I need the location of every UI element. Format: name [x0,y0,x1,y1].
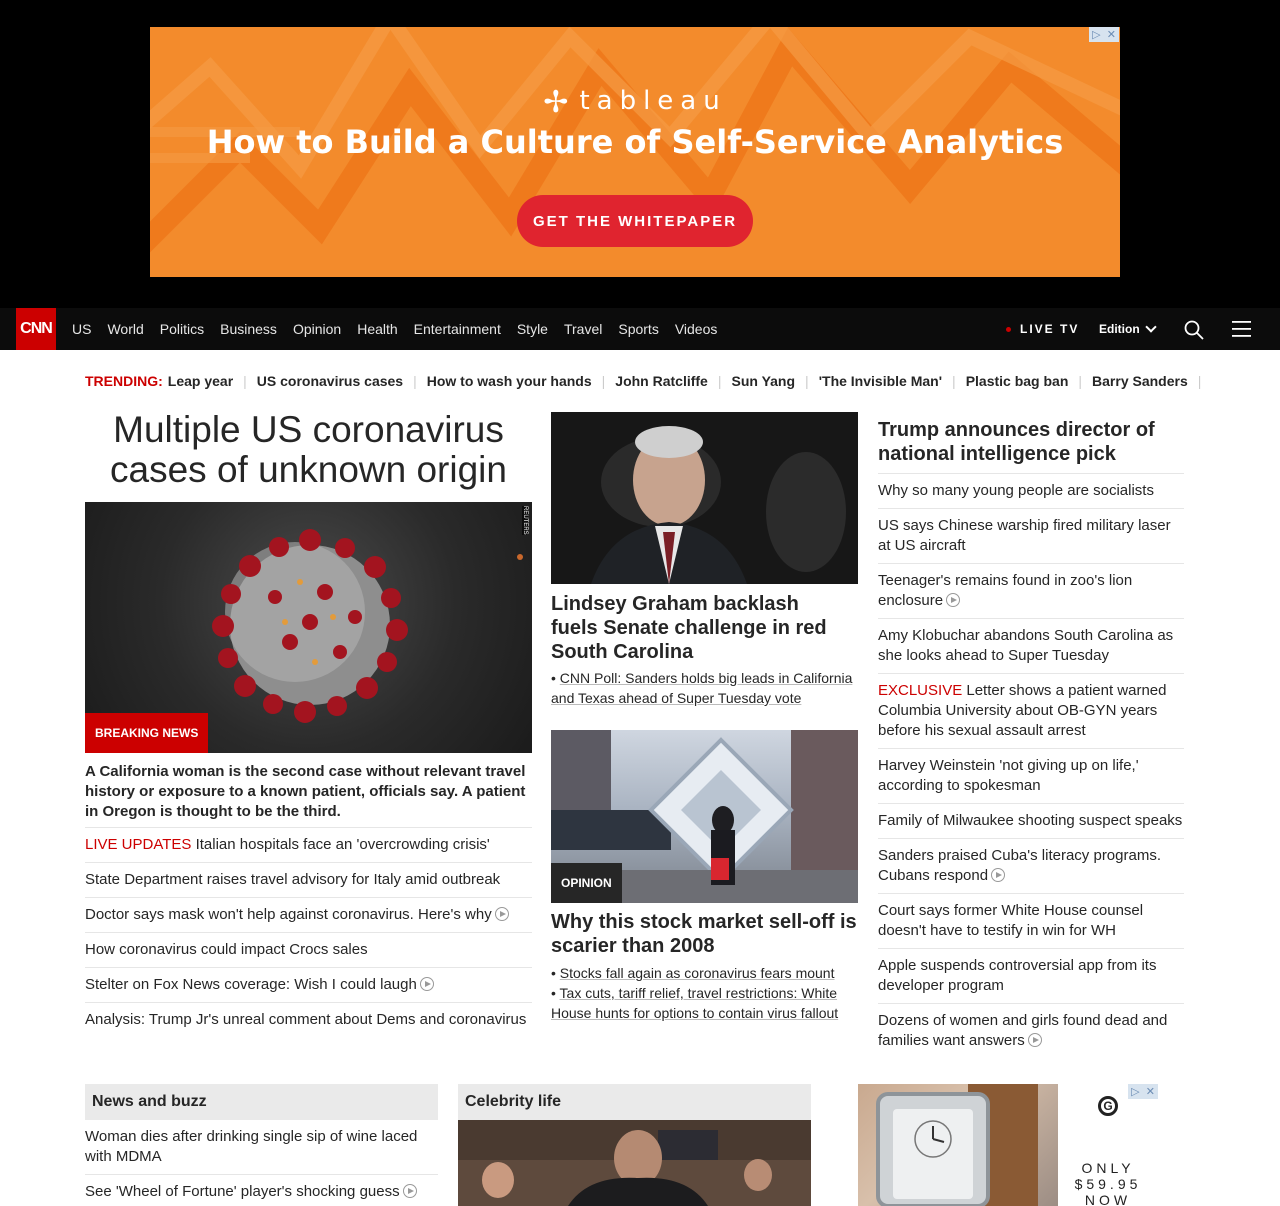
ad-line: $59.95 [1074,1176,1142,1192]
list-item-text: Family of Milwaukee shooting suspect speaks [878,812,1183,829]
watch-illustration [858,1084,1058,1206]
list-item-text: State Department raises travel advisory for Italy amid outbreak [85,871,501,888]
list-item[interactable] [878,618,1184,673]
ad-close-icon[interactable]: ✕ [1145,1086,1155,1098]
video-play-icon [991,868,1005,882]
live-tv-label: LIVE TV [1020,322,1080,336]
chevron-down-icon [1145,321,1156,332]
nav-link-style[interactable]: Style [516,321,548,337]
list-item-text: Harvey Weinstein 'not giving up on life,' according to spokesman [878,757,1139,794]
list-item-text: Court says former White House counsel doesn't have to testify in win for WH [878,902,1144,939]
nav-link-entertainment[interactable]: Entertainment [413,321,501,337]
trending-item[interactable]: US coronavirus cases [256,373,404,389]
list-item[interactable] [85,1002,532,1037]
lead-related-list [85,827,532,1037]
list-item[interactable] [85,897,532,932]
trending-item[interactable]: Leap year [167,373,234,389]
opinion-badge: OPINION [551,863,622,903]
bullet-item[interactable]: • Tax cuts, tariff relief, travel restrictions: White House hunts for options to contain virus fallout [551,985,839,1021]
list-item[interactable] [85,862,532,897]
lead-summary[interactable]: A California woman is the second case without relevant travel history or exposure to a known patient, officials say. A patient in Oregon is thought to be the third. [85,763,526,820]
list-item-text: Analysis: Trump Jr's unreal comment about Dems and coronavirus [85,1011,527,1028]
nav-link-world[interactable]: World [107,321,144,337]
lead-headline[interactable]: Multiple US coronavirus cases of unknown origin [110,409,507,490]
trending-item[interactable]: Barry Sanders [1092,373,1188,389]
separator: | [805,373,809,389]
tableau-cross-icon: ✢ [543,85,576,120]
bullet-item[interactable]: • CNN Poll: Sanders holds big leads in California and Texas ahead of Super Tuesday vote [551,670,853,706]
list-item[interactable] [878,748,1184,803]
bullet-link[interactable]: Stocks fall again as coronavirus fears mount [559,965,835,981]
exclusive-label: EXCLUSIVE [878,682,963,699]
trending-item[interactable]: 'The Invisible Man' [818,373,943,389]
list-item-text: Apple suspends controversial app from its developer program [878,957,1157,994]
ad-headline: How to Build a Culture of Self-Service Analytics [206,123,1064,161]
list-item[interactable] [878,893,1184,948]
list-item[interactable] [878,948,1184,1003]
video-play-icon [1028,1033,1042,1047]
nav-link-politics[interactable]: Politics [159,321,205,337]
list-item[interactable] [878,838,1184,893]
ad-cta-button[interactable]: GET THE WHITEPAPER [517,195,753,247]
list-item-text: Woman dies after drinking single sip of wine laced with MDMA [85,1128,418,1165]
graham-bullets [551,668,858,708]
trending-label: TRENDING: [85,373,163,389]
right-column-headline[interactable]: Trump announces director of national intelligence pick [878,419,1155,465]
breaking-news-badge: BREAKING NEWS [85,713,208,753]
nav-link-health[interactable]: Health [357,321,398,337]
list-item[interactable] [85,967,532,1002]
brand-g-logo-icon: G [1098,1096,1118,1116]
lead-story-column [85,409,532,1028]
ad-brand: tableau [579,86,727,116]
separator: | [601,373,606,389]
list-item[interactable] [85,932,532,967]
main-nav [0,308,1280,350]
tableau-ad-banner[interactable] [150,27,1120,277]
adchoices-play-icon: ▷ [1131,1086,1140,1098]
list-item-text: Stelter on Fox News coverage: Wish I could laugh [85,976,417,993]
list-item[interactable] [85,1174,438,1206]
lindsey-graham-photo[interactable] [551,412,858,584]
live-updates-label: LIVE UPDATES [85,836,192,853]
celebrity-photo[interactable] [458,1120,811,1206]
trending-item[interactable]: How to wash your hands [426,373,592,389]
list-item-text: How coronavirus could impact Crocs sales [85,941,368,958]
list-item[interactable] [85,1120,438,1174]
separator: | [243,373,247,389]
bullet-link[interactable]: CNN Poll: Sanders holds big leads in California and Texas ahead of Super Tuesday vote [551,670,853,706]
ad-line: ONLY [1081,1160,1135,1176]
graham-headline[interactable]: Lindsey Graham backlash fuels Senate challenge in red South Carolina [551,593,827,663]
nav-link-sports[interactable]: Sports [618,321,659,337]
list-item-text: Letter shows a patient warned Columbia University about OB-GYN years before his sexual assault arrest [878,682,1167,739]
nav-link-us[interactable]: US [72,321,92,337]
video-play-icon [946,593,960,607]
celebrity-scene-illustration [458,1120,811,1206]
list-item[interactable] [878,1003,1184,1058]
search-icon[interactable] [1184,320,1204,340]
trending-item[interactable]: Plastic bag ban [965,373,1069,389]
stock-bullets [551,963,858,1023]
list-item[interactable] [878,803,1184,838]
trending-item[interactable]: John Ratcliffe [615,373,708,389]
list-item-text: Dozens of women and girls found dead and families want answers [878,1012,1168,1049]
adchoices-icon[interactable] [1089,27,1119,42]
separator: | [717,373,722,389]
portrait-illustration [551,412,858,584]
list-item-text: See 'Wheel of Fortune' player's shocking guess [85,1183,400,1200]
live-dot-icon [1006,327,1011,332]
celebrity-life-header[interactable]: Celebrity life [458,1084,811,1120]
nav-link-travel[interactable]: Travel [563,321,603,337]
list-item[interactable] [878,673,1184,748]
edition-dropdown[interactable] [1099,308,1155,350]
list-item-text: Amy Klobuchar abandons South Carolina as she looks ahead to Super Tuesday [878,627,1174,664]
hamburger-menu-icon[interactable] [1232,321,1251,337]
bullet-link[interactable]: Tax cuts, tariff relief, travel restrictions: White House hunts for options to contain virus fallout [551,985,839,1021]
ad-line: NOW [1084,1192,1132,1206]
adchoices-icon[interactable] [1128,1084,1158,1099]
list-item-text: Sanders praised Cuba's literacy programs. Cubans respond [878,847,1161,884]
news-and-buzz-header[interactable]: News and buzz [85,1084,438,1120]
trending-bar [85,372,1211,390]
video-play-icon [495,907,509,921]
separator: | [1197,373,1202,389]
list-item[interactable] [85,827,532,862]
right-column-list [878,473,1184,1058]
separator: | [1078,373,1083,389]
trending-item[interactable]: Sun Yang [731,373,796,389]
nav-link-videos[interactable]: Videos [674,321,718,337]
list-item[interactable] [878,563,1184,618]
video-play-icon [420,977,434,991]
right-column [878,418,1184,1058]
live-tv-link[interactable] [1006,308,1079,350]
list-item-text: Why so many young people are socialists [878,482,1154,499]
ad-close-icon[interactable]: ✕ [1106,29,1116,41]
watch-product-image [858,1084,1058,1206]
edition-label: Edition [1099,322,1140,336]
nav-link-opinion[interactable]: Opinion [292,321,342,337]
adchoices-play-icon: ▷ [1092,29,1101,41]
list-item-text: Italian hospitals face an 'overcrowding crisis' [195,836,490,853]
separator: | [952,373,956,389]
list-item-text: US says Chinese warship fired military laser at US aircraft [878,517,1171,554]
bullet-item[interactable]: • Stocks fall again as coronavirus fears mount [551,965,835,981]
tableau-logo [150,85,1120,120]
news-and-buzz-list [85,1120,438,1206]
top-ad-container [0,0,1280,308]
ad-price-text [1070,1160,1146,1206]
cnn-logo[interactable]: CNN [16,308,56,350]
list-item-text: Doctor says mask won't help against coronavirus. Here's why [85,906,492,923]
photo-credit: REUTERS [522,506,528,535]
separator: | [413,373,417,389]
nav-link-business[interactable]: Business [220,321,277,337]
list-item-text: Teenager's remains found in zoo's lion enclosure [878,572,1133,609]
list-item[interactable] [878,473,1184,508]
watch-ad[interactable] [858,1084,1158,1206]
nav-links [72,308,733,350]
video-play-icon [403,1184,417,1198]
list-item[interactable] [878,508,1184,563]
stock-market-headline[interactable]: Why this stock market sell-off is scarier than 2008 [551,911,857,957]
